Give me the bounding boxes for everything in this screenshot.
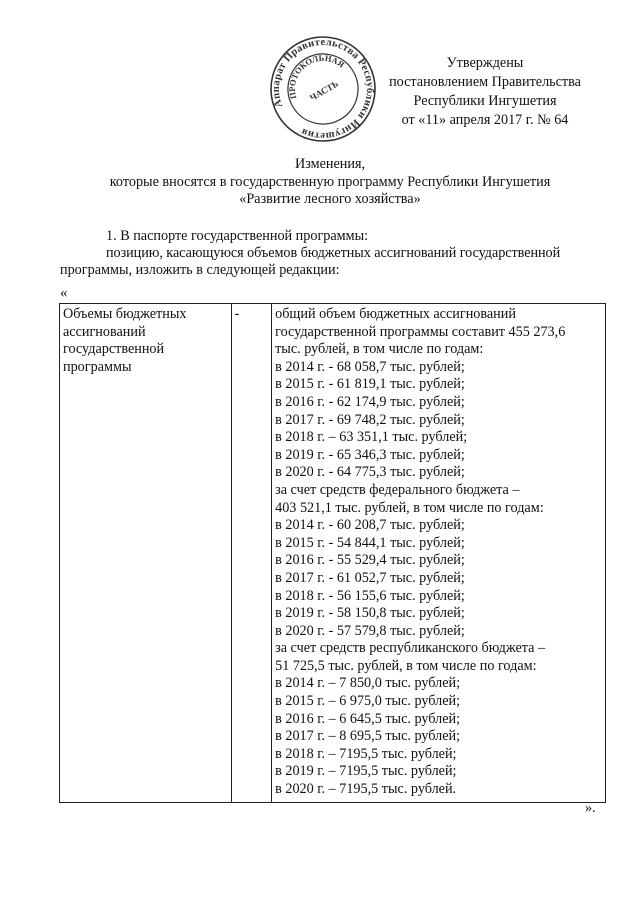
- funding-values-cell: [272, 304, 606, 803]
- funding-line: в 2017 г. - 69 748,2 тыс. рублей;: [275, 411, 465, 428]
- funding-line: в 2020 г. – 7195,5 тыс. рублей.: [275, 781, 457, 798]
- approval-line-1: Утверждены: [446, 55, 524, 71]
- paragraph-1: 1. В паспорте государственной программы:: [106, 228, 369, 244]
- funding-line: в 2014 г. – 7 850,0 тыс. рублей;: [275, 675, 461, 692]
- funding-line: за счет средств республиканского бюджета –: [275, 640, 546, 657]
- funding-line: 51 725,5 тыс. рублей, в том числе по годам:: [275, 657, 537, 674]
- funding-line: в 2014 г. - 68 058,7 тыс. рублей;: [275, 358, 465, 375]
- document-title: [60, 156, 600, 209]
- funding-line: в 2016 г. - 55 529,4 тыс. рублей;: [275, 552, 465, 569]
- funding-line: в 2016 г. - 62 174,9 тыс. рублей;: [275, 393, 465, 410]
- funding-line: за счет средств федерального бюджета –: [275, 481, 520, 498]
- position-name-line: ассигнований: [63, 323, 146, 340]
- passport-table: [59, 303, 606, 803]
- funding-line: в 2017 г. - 61 052,7 тыс. рублей;: [275, 569, 465, 586]
- closing-quote: ».: [585, 800, 596, 816]
- svg-text:ПРОТОКОЛЬНАЯ: ПРОТОКОЛЬНАЯ: [286, 52, 347, 101]
- funding-line: в 2019 г. - 58 150,8 тыс. рублей;: [275, 605, 465, 622]
- dash-cell: [231, 304, 272, 803]
- funding-line: 403 521,1 тыс. рублей, в том числе по годам:: [275, 499, 544, 516]
- opening-quote: «: [60, 285, 68, 301]
- position-name-line: программы: [63, 358, 132, 375]
- svg-text:Аппарат Правительства Республи: Аппарат Правительства Республики Ингушетия: [270, 36, 376, 142]
- funding-line: в 2017 г. – 8 695,5 тыс. рублей;: [275, 728, 461, 745]
- funding-line: в 2014 г. - 60 208,7 тыс. рублей;: [275, 517, 465, 534]
- funding-line: в 2015 г. - 54 844,1 тыс. рублей;: [275, 534, 465, 551]
- funding-line: в 2018 г. – 63 351,1 тыс. рублей;: [275, 429, 468, 446]
- funding-line: в 2015 г. – 6 975,0 тыс. рублей;: [275, 693, 461, 710]
- funding-line: в 2018 г. - 56 155,6 тыс. рублей;: [275, 587, 465, 604]
- position-name-cell: [60, 304, 232, 803]
- funding-line: государственной программы составит 455 273,6: [275, 323, 566, 340]
- position-name-line: Объемы бюджетных: [63, 306, 187, 322]
- title-line-3: «Развитие лесного хозяйства»: [239, 191, 421, 207]
- funding-line: общий объем бюджетных ассигнований: [275, 306, 516, 322]
- title-line-2: которые вносятся в государственную программу Республики Ингушетия: [109, 173, 551, 190]
- funding-line: в 2020 г. - 57 579,8 тыс. рублей;: [275, 622, 465, 639]
- funding-line: в 2020 г. - 64 775,3 тыс. рублей;: [275, 464, 465, 481]
- approval-line-4: от «11» апреля 2017 г. № 64: [401, 112, 569, 128]
- svg-text:ЧАСТЬ: ЧАСТЬ: [308, 78, 340, 103]
- funding-line: в 2019 г. - 65 346,3 тыс. рублей;: [275, 446, 465, 463]
- approval-block: [360, 54, 610, 130]
- approval-line-3: Республики Ингушетия: [413, 93, 557, 109]
- title-line-1: Изменения,: [294, 156, 366, 172]
- position-name-line: государственной: [63, 341, 165, 358]
- funding-line: в 2016 г. – 6 645,5 тыс. рублей;: [275, 710, 461, 727]
- approval-line-2: постановлением Правительства: [389, 74, 581, 90]
- table-row: [60, 304, 606, 803]
- paragraph-2: позицию, касающуюся объемов бюджетных ассигнований государственной: [106, 245, 561, 261]
- funding-line: в 2019 г. – 7195,5 тыс. рублей;: [275, 763, 457, 780]
- dash-text: -: [234, 306, 240, 322]
- funding-line: в 2015 г. - 61 819,1 тыс. рублей;: [275, 376, 465, 393]
- funding-line: тыс. рублей, в том числе по годам:: [275, 341, 484, 358]
- paragraph-3: программы, изложить в следующей редакции:: [60, 262, 340, 278]
- funding-line: в 2018 г. – 7195,5 тыс. рублей;: [275, 745, 457, 762]
